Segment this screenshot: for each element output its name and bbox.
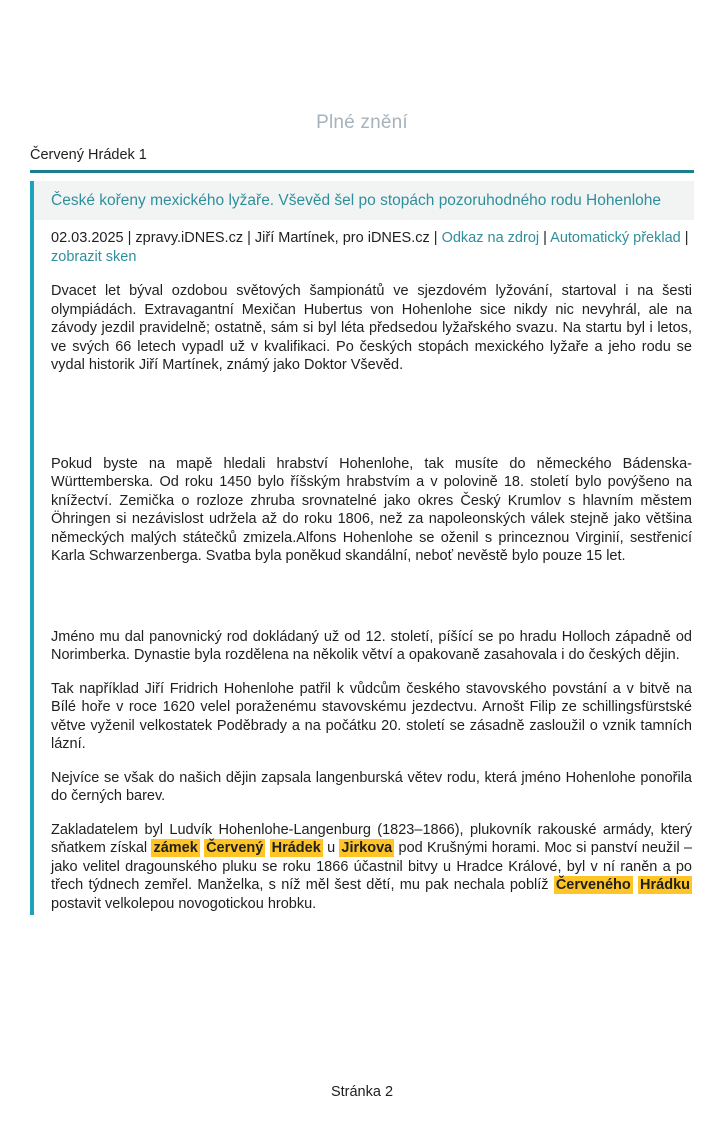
highlighted-term: Hrádku [640,877,690,893]
meta-text: 02.03.2025 | zpravy.iDNES.cz | Jiří Martínek, pro iDNES.cz | [51,230,442,246]
article-meta [51,229,692,267]
article-paragraph: Nejvíce se však do našich dějin zapsala langenburská větev rodu, která jméno Hohenlohe ponořila do černých barev. [51,769,692,804]
article-paragraph: Dvacet let býval ozdobou světových šampionátů ve sjezdovém lyžování, startoval i na šesti olympiádách. Extravagantní Mexičan Hubertus von Hohenlohe sice nikdy nic nevyhrál, ale na závody jezdil pravidelně; ostatně, sám si byl léta předsedou lyžařského svazu. Na startu byl i letos, ve svých 66 letech vypadl už v kvalifikaci. Po českých stopách mexického lyžaře a jeho rodu se vydal historik Jiří Martínek, známý jako Doktor Vševěd. [51,283,692,373]
article-body [34,282,694,915]
meta-link[interactable]: Automatický překlad [550,230,681,246]
highlighted-term: zámek [153,840,198,856]
article-paragraph: Tak například Jiří Fridrich Hohenlohe patřil k vůdcům českého stavovského povstání a v bitvě na Bílé hoře v roce 1620 velel poraženému stavovskému jezdectvu. Arnošt Filip ze schillingsfürstské větve vyženil velkostatek Poděbrady a na počátku 20. století se zásadně zasloužil o vznik tamních lázní. [51,680,692,752]
article-paragraph: Pokud byste na mapě hledali hrabství Hohenlohe, tak musíte do německého Bádenska-Württemberska. Od roku 1450 bylo říšským hrabstvím a v polovině 18. století bylo povýšeno na knížectví. Zemička o rozloze zhruba srovnatelné jako okres Český Krumlov s hlavním městem Öhringen si nezávislost udržela až do roku 1806, než za napoleonských válek stejně jako většina německých malých státečků zmizela.Alfons Hohenlohe se oženil s princeznou Virginií, sestřenicí Karla Schwarzenberga. Svatba byla poněkud skandální, neboť nevěstě bylo pouze 15 let. [51,455,692,564]
article-paragraph: Zakladatelem byl Ludvík Hohenlohe-Langenburg (1823–1866), plukovník rakouské armády, který sňatkem získal zámek Červený Hrádek u Jirkova pod Krušnými horami. Moc si panství neužil – jako velitel dragounského pluku se roku 1866 účastnil bitvy u Hradce Králové, byl v ní raněn a po třech týdnech zemřel. Manželka, s níž měl šest dětí, mu pak nechala poblíž Červeného Hrádku postavit velkolepou novogotickou hrobku. [51,821,693,912]
highlighted-term: Jirkova [341,840,393,856]
meta-text: | [539,230,551,246]
highlighted-term: Hrádek [271,840,321,856]
article-paragraph: Jméno mu dal panovnický rod dokládaný už od 12. století, píšící se po hradu Holloch západně od Norimberka. Dynastie byla rozdělena na několik větví a opakovaně zasahovala i do českých dějin. [51,628,692,663]
highlighted-term: Červený [206,840,264,856]
article-headline[interactable]: České kořeny mexického lyžaře. Vševěd šel po stopách pozoruhodného rodu Hohenlohe [51,192,662,209]
section-divider [30,170,694,173]
meta-text: | [680,230,689,246]
page-title: Plné znění [316,112,408,133]
article-container [30,181,694,915]
document-label: Červený Hrádek 1 [30,147,147,163]
meta-link[interactable]: Odkaz na zdroj [441,230,540,246]
headline-strip [34,181,694,220]
page-number: Stránka 2 [330,1084,394,1100]
meta-link[interactable]: zobrazit sken [51,249,137,265]
highlighted-term: Červeného [555,877,631,893]
